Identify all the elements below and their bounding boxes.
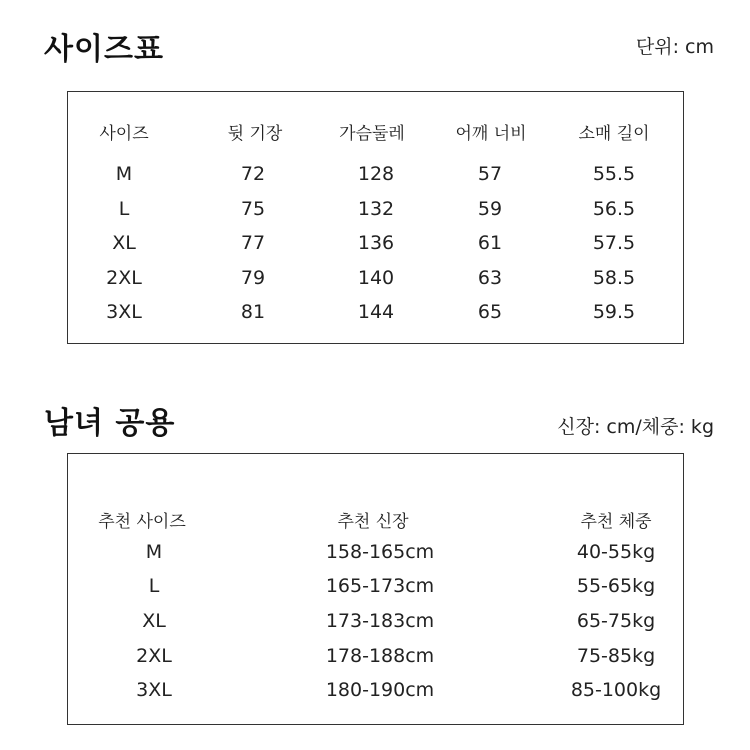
- back-length-cell: 81: [240, 301, 266, 323]
- recommend-chart-table: [67, 453, 684, 725]
- recommended-size-cell: 2XL: [136, 645, 172, 667]
- size-cell: 3XL: [106, 301, 142, 323]
- back-length-cell: 75: [240, 198, 266, 220]
- recommended-weight-cell: 40-55kg: [576, 541, 656, 563]
- chest-cell: 132: [357, 198, 395, 220]
- chest-cell: 136: [357, 232, 395, 254]
- recommend-chart-title: 남녀 공용: [44, 406, 176, 441]
- header-chest: 가슴둘레: [339, 124, 405, 144]
- header-sleeve: 소매 길이: [578, 124, 650, 144]
- back-length-cell: 79: [240, 267, 266, 289]
- sleeve-cell: 55.5: [592, 163, 636, 185]
- sleeve-cell: 58.5: [592, 267, 636, 289]
- shoulder-cell: 65: [477, 301, 503, 323]
- size-chart-table: [67, 91, 684, 344]
- recommended-height-cell: 173-183cm: [325, 610, 435, 632]
- shoulder-cell: 61: [477, 232, 503, 254]
- back-length-cell: 72: [240, 163, 266, 185]
- shoulder-cell: 63: [477, 267, 503, 289]
- sleeve-cell: 57.5: [592, 232, 636, 254]
- sleeve-cell: 56.5: [592, 198, 636, 220]
- chest-cell: 140: [357, 267, 395, 289]
- chest-cell: 128: [357, 163, 395, 185]
- recommended-height-cell: 178-188cm: [325, 645, 435, 667]
- shoulder-cell: 57: [477, 163, 503, 185]
- header-recommended-height: 추천 신장: [337, 512, 409, 532]
- recommended-size-cell: XL: [142, 610, 166, 632]
- size-cell: L: [118, 198, 130, 220]
- recommended-weight-cell: 75-85kg: [576, 645, 656, 667]
- recommended-height-cell: 165-173cm: [325, 575, 435, 597]
- header-back-length: 뒷 기장: [227, 124, 283, 144]
- header-recommended-size: 추천 사이즈: [98, 512, 186, 532]
- header-shoulder: 어깨 너비: [455, 124, 527, 144]
- recommended-weight-cell: 85-100kg: [570, 679, 662, 701]
- recommended-height-cell: 158-165cm: [325, 541, 435, 563]
- recommended-size-cell: M: [145, 541, 163, 563]
- back-length-cell: 77: [240, 232, 266, 254]
- recommend-chart-unit: 신장: cm/체중: kg: [557, 416, 714, 438]
- size-cell: 2XL: [106, 267, 142, 289]
- recommended-size-cell: 3XL: [136, 679, 172, 701]
- sleeve-cell: 59.5: [592, 301, 636, 323]
- recommended-size-cell: L: [148, 575, 160, 597]
- header-size: 사이즈: [99, 124, 149, 144]
- recommended-weight-cell: 55-65kg: [576, 575, 656, 597]
- shoulder-cell: 59: [477, 198, 503, 220]
- size-chart-title: 사이즈표: [44, 32, 164, 67]
- recommended-weight-cell: 65-75kg: [576, 610, 656, 632]
- size-cell: XL: [112, 232, 136, 254]
- size-chart-unit: 단위: cm: [635, 36, 714, 58]
- chest-cell: 144: [357, 301, 395, 323]
- size-cell: M: [115, 163, 133, 185]
- header-recommended-weight: 추천 체중: [580, 512, 652, 532]
- recommended-height-cell: 180-190cm: [325, 679, 435, 701]
